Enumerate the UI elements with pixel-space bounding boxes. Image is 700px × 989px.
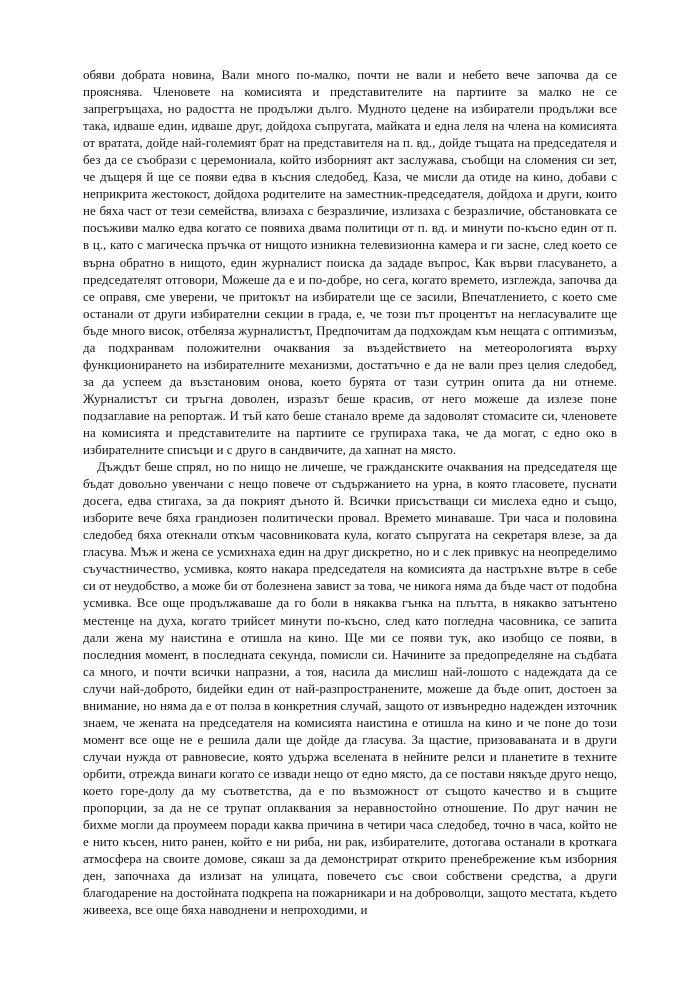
- paragraph-2: Дъждът беше спрял, но по нищо не личеше, че гражданските очаквания на председателя ще бъдат довољно увенчани с нещо повече от съдържанието на урна, в която гласовете, пуснати досега, едва стигаха, за да покрият дъното й. Всички присъстващи си мислеха едно и също, изборите вече бяха грандиозен политически провал. Времето минаваше. Три часа и половина следобед бяха отекнали откъм часовниковата кула, когато съпругата на секретаря влезе, за да гласува. Мъж и жена се усмихнаха един на друг дискретно, но и с лек привкус на неопределимо съучастничество, усмивка, която накара председателя на комисията да настръхне вътре в себе си от неудобство, а може би от болезнена завист за това, че никога няма да бъде част от подобна усмивка. Все още продължаваше да го боли в някаква гънка на плътта, в някакво затънтено местенце на духа, когато трийсет минути по-късно, след като погледна часовника, се запита дали жена му наистина е отишла на кино. Ще ми се появи тук, ако изобщо се появи, в последния момент, в последната секунда, помисли си. Начините за предопределяне на съдбата са много, и почти всички напразни, а тоя, насила да мислиш най-лошото с надеждата да се случи най-доброто, бидейки един от най-разпространените, можеше да бъде опит, достоен за внимание, но няма да е от полза в конкретния случай, защото от извънредно надежден източник знаем, че жената на председателя на комисията наистина е отишла на кино и че поне до този момент все още не е решила дали ще дойде да гласува. За щастие, призоваваната и в други случаи нужда от равновесие, която удържа вселената в нейните релси и планетите в техните орбити, отрежда винаги когато се извади нещо от едно място, да се постави някъде друго нещо, което горе-долу да му съответства, да е по възможност от същото качество и в същите пропорции, за да не се трупат оплаквания за неравностойно отношение. По друг начин не бихме могли да проумеем поради каква причина в четири часа следобед, точно в часа, който не е нито късен, нито ранен, който е ни риба, ни рак, избирателите, дотогава останали в кроткага атмосфера на своите домове, сякаш за да демонстрират открито пренебрежение към изборния ден, започнаха да излизат на улицата, повечето със свои собствени средства, а други благодарение на достойната подкрепа на пожарникари и на доброволци, защото местата, където живееха, все още бяха наводнени и непроходими, и: [83, 459, 617, 918]
- paragraph-1: обяви добрата новина, Вали много по-малко, почти не вали и небето вече започва да се прояснява. Членовете на комисията и представителите на партиите за малко не се запрегръщаха, но радостта не продължи дълго. Мудното цедене на избиратели продължи все така, идваше един, идваше друг, дойдоха съпругата, майката и една леля на члена на комисията от вратата, дойде най-големият брат на представителя на п. вд., дойде тъщата на председателя и без да се съобрази с церемониала, който изборният акт заслужава, съобщи на сломения си зет, че дъщеря й ще се появи едва в късния следобед, Каза, че мисли да отиде на кино, добави с неприкрита жестокост, дойдоха родителите на заместник-председателя, дойдоха и други, които не бяха част от тези семейства, влизаха с безразличие, излизаха с безразличие, обстановката се посъживи малко едва когато се появиха двама политици от п. вд. и минути по-късно един от п. в ц., като с магическа пръчка от нищото изникна телевизионна камера и ги засне, след което се върна обратно в нищото, един журналист поиска да зададе въпрос, Как върви гласуването, а председателят отговори, Можеше да е и по-добре, но сега, когато времето, изглежда, започва да се оправя, сме уверени, че притокът на избиратели ще се засили, Впечатлението, с което сме останали от други избирателни секции в града, е, че този път процентът на негласувалите ще бъде много висок, отбеляза журналистът, Предпочитам да подхождам към нещата с оптимизъм, да подхранвам положителни очаквания за въздействието на метеорологията върху функционирането на избирателните механизми, достатъчно е да не вали през целия следобед, за да успеем да възстановим онова, което бурята от тази сутрин опита да ни отнеме. Журналистът си тръгна доволен, изразът беше красив, от него можеше да излезе поне подзаглавие на репортаж. И тъй като беше станало време да задоволят стомасите си, членовете на комисията и представителите на партиите се групираха така, че да могат, с едно око в избирателните списъци и с друго в сандвичите, да хапнат на място.: [83, 67, 617, 458]
